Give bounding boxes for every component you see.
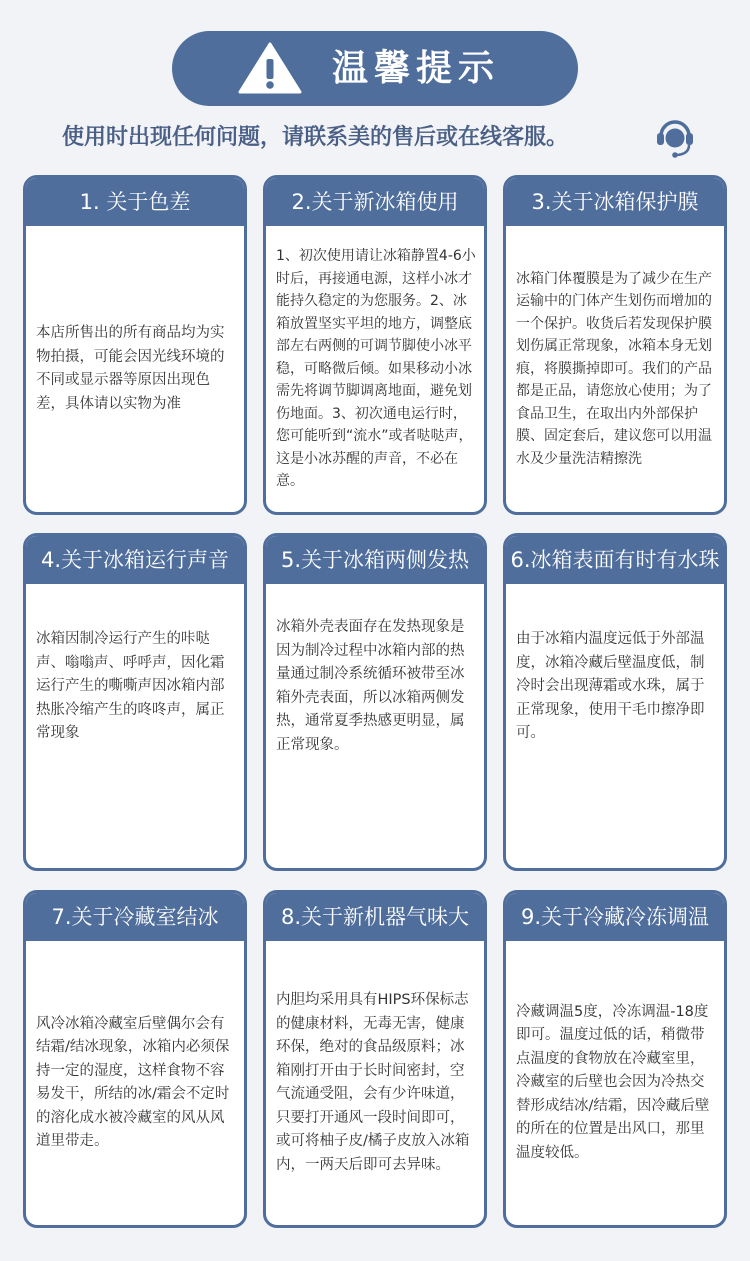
info-card-temperature-setting (503, 890, 727, 1228)
card-title: 3.关于冰箱保护膜 (506, 178, 724, 226)
card-title: 9.关于冷藏冷冻调温 (506, 893, 724, 941)
card-title: 6.冰箱表面有时有水珠 (506, 536, 724, 584)
card-title: 4.关于冰箱运行声音 (26, 536, 244, 584)
header-banner (172, 31, 578, 106)
card-text: 本店所售出的所有商品均为实物拍摄，可能会因光线环境的不同或显示器等原因出现色差，具体请以实物为准 (36, 325, 225, 412)
info-card-new-fridge-use (263, 175, 487, 515)
info-card-side-heat (263, 533, 487, 871)
card-text: 内胆均采用具有HIPS环保标志的健康材料，无毒无害，健康环保，绝对的食品级原料；冰箱刚打开由于长时间密封，空气流通受阻，会有少许味道，只要打开通风一段时间即可，或可将柚子皮/橘子皮放入冰箱内，一两天后即可去异味。 (276, 992, 470, 1173)
card-text: 冰箱外壳表面存在发热现象是因为制冷过程中冰箱内部的热量通过制冷系统循环被带至冰箱外壳表面，所以冰箱两侧发热，通常夏季热感更明显，属正常现象。 (276, 619, 465, 753)
page-title: 温馨提示 (332, 48, 501, 89)
card-text: 1、初次使用请让冰箱静置4-6小时后，再接通电源，这样小冰才能持久稳定的为您服务。2、冰箱放置坚实平坦的地方，调整底部左右两侧的可调节脚使小冰平稳，可略微后倾。如果移动小冰需先将调节脚调离地面，避免划伤地面。3、初次通电运行时，您可能听到“流水”或者哒哒声，这是小冰苏醒的声音，不必在意。 (276, 248, 476, 490)
page-subtitle: 使用时出现任何问题，请联系美的售后或在线客服。 (62, 125, 569, 150)
card-text: 冰箱门体覆膜是为了减少在生产运输中的门体产生划伤而增加的一个保护。收货后若发现保护膜划伤属正常现象，冰箱本身无划痕，将膜撕掉即可。我们的产品都是正品，请您放心使用；为了食品卫生，在取出内外部保护膜、固定套后，建议您可以用温水及少量洗洁精擦洗 (516, 270, 712, 467)
card-text: 冷藏调温5度，冷冻调温-18度即可。温度过低的话，稍微带点温度的食物放在冷藏室里，冷藏室的后壁也会因为冷热交替形成结冰/结霜，因冷藏后壁的所在的位置是出风口，那里温度较低。 (516, 1003, 710, 1161)
info-card-color-difference (23, 175, 247, 515)
info-card-new-machine-odor (263, 890, 487, 1228)
info-card-fridge-icing (23, 890, 247, 1228)
info-card-water-droplets (503, 533, 727, 871)
warning-icon (238, 42, 302, 94)
card-title: 1. 关于色差 (26, 178, 244, 226)
card-text: 风冷冰箱冷藏室后壁偶尔会有结霜/结冰现象，冰箱内必须保持一定的湿度，这样食物不容易发干，所结的冰/霜会不定时的溶化成水被冷藏室的风从风道里带走。 (36, 1015, 230, 1149)
card-text: 由于冰箱内温度远低于外部温度，冰箱冷藏后壁温度低，制冷时会出现薄霜或水珠，属于正常现象，使用干毛巾擦净即可。 (516, 631, 705, 741)
card-title: 2.关于新冰箱使用 (266, 178, 484, 226)
info-card-protective-film (503, 175, 727, 515)
info-card-running-noise (23, 533, 247, 871)
card-title: 8.关于新机器气味大 (266, 893, 484, 941)
customer-service-icon (652, 114, 698, 160)
card-title: 5.关于冰箱两侧发热 (266, 536, 484, 584)
card-title: 7.关于冷藏室结冰 (26, 893, 244, 941)
card-text: 冰箱因制冷运行产生的咔哒声、嗡嗡声、呼呼声，因化霜运行产生的嘶嘶声因冰箱内部热胀冷缩产生的咚咚声，属正常现象 (36, 631, 225, 741)
